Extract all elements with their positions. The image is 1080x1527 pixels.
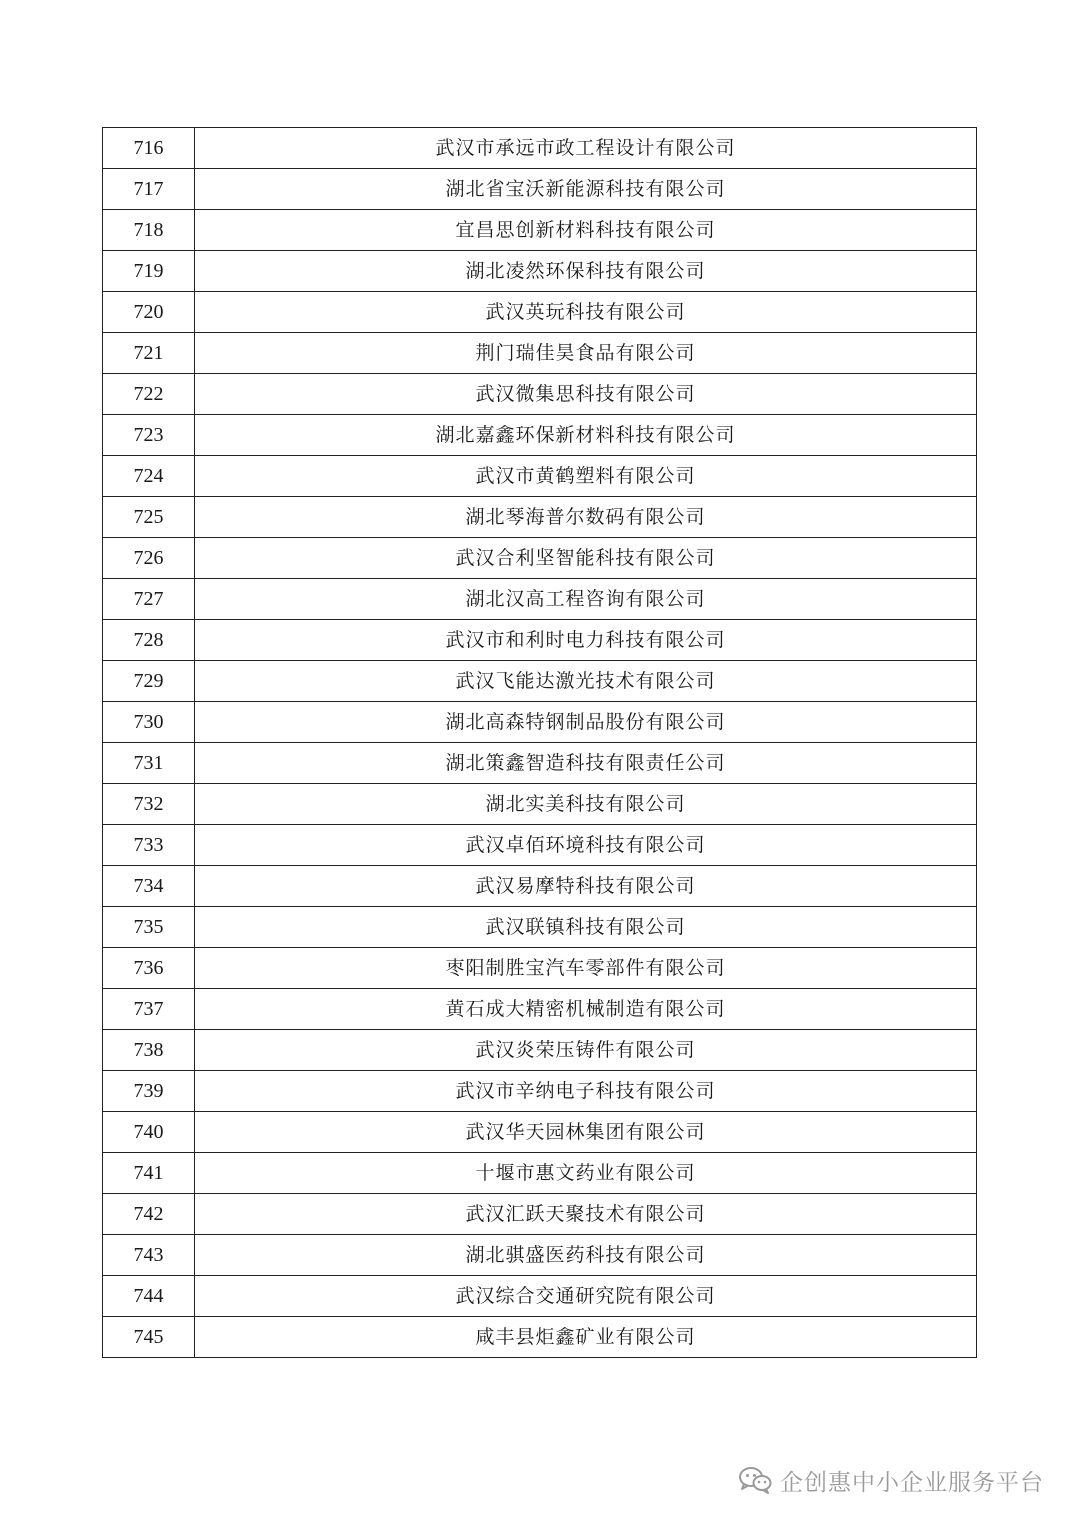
row-number: 734 [103, 866, 195, 907]
table-row [103, 333, 977, 374]
row-number: 728 [103, 620, 195, 661]
company-name: 湖北嘉鑫环保新材料科技有限公司 [195, 415, 977, 456]
row-number: 733 [103, 825, 195, 866]
row-number: 731 [103, 743, 195, 784]
row-number: 722 [103, 374, 195, 415]
row-number: 736 [103, 948, 195, 989]
company-name: 咸丰县炬鑫矿业有限公司 [195, 1317, 977, 1358]
table-row [103, 1153, 977, 1194]
company-name: 湖北高森特钢制品股份有限公司 [195, 702, 977, 743]
row-number: 738 [103, 1030, 195, 1071]
table-row [103, 210, 977, 251]
row-number: 719 [103, 251, 195, 292]
table-row [103, 292, 977, 333]
company-name: 武汉飞能达激光技术有限公司 [195, 661, 977, 702]
row-number: 737 [103, 989, 195, 1030]
table-row [103, 661, 977, 702]
company-name: 湖北骐盛医药科技有限公司 [195, 1235, 977, 1276]
company-name: 武汉炎荣压铸件有限公司 [195, 1030, 977, 1071]
table-row [103, 866, 977, 907]
company-name: 湖北省宝沃新能源科技有限公司 [195, 169, 977, 210]
company-name: 湖北策鑫智造科技有限责任公司 [195, 743, 977, 784]
table-row [103, 374, 977, 415]
table-row [103, 989, 977, 1030]
company-name: 武汉市承远市政工程设计有限公司 [195, 128, 977, 169]
row-number: 735 [103, 907, 195, 948]
row-number: 716 [103, 128, 195, 169]
company-list-table [102, 127, 977, 1358]
row-number: 724 [103, 456, 195, 497]
table-row [103, 702, 977, 743]
table-row [103, 1276, 977, 1317]
table-row [103, 1317, 977, 1358]
table-row [103, 1194, 977, 1235]
row-number: 732 [103, 784, 195, 825]
row-number: 744 [103, 1276, 195, 1317]
row-number: 727 [103, 579, 195, 620]
company-name: 十堰市惠文药业有限公司 [195, 1153, 977, 1194]
company-name: 荆门瑞佳昊食品有限公司 [195, 333, 977, 374]
table-row [103, 620, 977, 661]
table-row [103, 1235, 977, 1276]
row-number: 741 [103, 1153, 195, 1194]
table-row [103, 456, 977, 497]
watermark [738, 1462, 1044, 1498]
company-name: 武汉英玩科技有限公司 [195, 292, 977, 333]
company-name: 武汉微集思科技有限公司 [195, 374, 977, 415]
company-name: 宜昌思创新材料科技有限公司 [195, 210, 977, 251]
company-name: 湖北琴海普尔数码有限公司 [195, 497, 977, 538]
row-number: 717 [103, 169, 195, 210]
table-row [103, 784, 977, 825]
row-number: 729 [103, 661, 195, 702]
wechat-icon [738, 1466, 772, 1494]
row-number: 743 [103, 1235, 195, 1276]
table-row [103, 579, 977, 620]
row-number: 739 [103, 1071, 195, 1112]
row-number: 721 [103, 333, 195, 374]
table-row [103, 1071, 977, 1112]
company-name: 枣阳制胜宝汽车零部件有限公司 [195, 948, 977, 989]
company-name: 武汉汇跃天聚技术有限公司 [195, 1194, 977, 1235]
company-name: 武汉易摩特科技有限公司 [195, 866, 977, 907]
table-row [103, 1030, 977, 1071]
company-name: 武汉市辛纳电子科技有限公司 [195, 1071, 977, 1112]
company-name: 湖北凌然环保科技有限公司 [195, 251, 977, 292]
row-number: 723 [103, 415, 195, 456]
table-row [103, 948, 977, 989]
table-row [103, 128, 977, 169]
table-row [103, 743, 977, 784]
row-number: 730 [103, 702, 195, 743]
row-number: 718 [103, 210, 195, 251]
table-row [103, 169, 977, 210]
row-number: 740 [103, 1112, 195, 1153]
row-number: 745 [103, 1317, 195, 1358]
company-name: 武汉华天园林集团有限公司 [195, 1112, 977, 1153]
company-name: 武汉合利坚智能科技有限公司 [195, 538, 977, 579]
company-name: 武汉联镇科技有限公司 [195, 907, 977, 948]
company-name: 湖北汉高工程咨询有限公司 [195, 579, 977, 620]
company-name: 武汉市和利时电力科技有限公司 [195, 620, 977, 661]
company-name: 武汉卓佰环境科技有限公司 [195, 825, 977, 866]
watermark-text: 企创惠中小企业服务平台 [780, 1469, 1044, 1496]
row-number: 725 [103, 497, 195, 538]
company-list-body [103, 128, 977, 1358]
company-name: 湖北实美科技有限公司 [195, 784, 977, 825]
company-name: 武汉市黄鹤塑料有限公司 [195, 456, 977, 497]
company-name: 武汉综合交通研究院有限公司 [195, 1276, 977, 1317]
table-row [103, 825, 977, 866]
table-row [103, 415, 977, 456]
row-number: 726 [103, 538, 195, 579]
table-row [103, 497, 977, 538]
row-number: 720 [103, 292, 195, 333]
company-name: 黄石成大精密机械制造有限公司 [195, 989, 977, 1030]
table-row [103, 907, 977, 948]
table-row [103, 1112, 977, 1153]
row-number: 742 [103, 1194, 195, 1235]
table-row [103, 251, 977, 292]
table-row [103, 538, 977, 579]
